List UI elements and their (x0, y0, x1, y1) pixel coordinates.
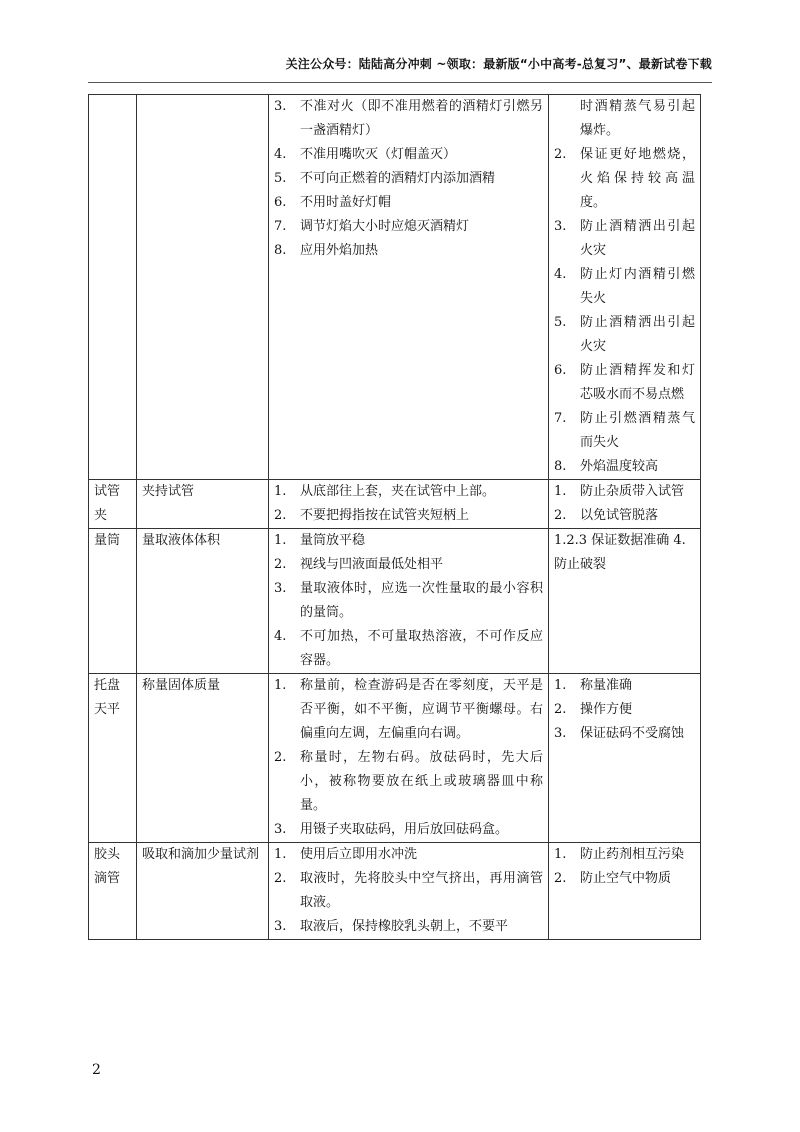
item-number: 4. (274, 629, 287, 644)
reason-item (554, 263, 695, 311)
instrument-name: 试管夹 (94, 484, 121, 523)
reason-item (554, 867, 695, 891)
instrument-cell (89, 674, 137, 843)
reason-item (554, 504, 695, 528)
item-text: 防止药剂相互污染 (580, 847, 685, 862)
operation-item (274, 239, 543, 263)
reason-cell (549, 529, 701, 674)
item-text: 视线与凹液面最低处相平 (300, 557, 444, 572)
item-number: 1. (274, 847, 287, 862)
purpose-cell (137, 674, 269, 843)
table-row (89, 674, 701, 843)
operation-item-list (274, 95, 543, 263)
item-text: 操作方便 (580, 702, 633, 717)
item-number: 2. (274, 557, 287, 572)
item-text: 从底部往上套，夹在试管中上部。 (300, 484, 496, 499)
item-text: 取液时，先将胶头中空气挤出，再用滴管取液。 (300, 871, 543, 910)
purpose-text: 称量固体质量 (142, 678, 221, 693)
instrument-cell (89, 843, 137, 940)
item-number: 2. (554, 147, 567, 162)
operation-cell (269, 95, 549, 480)
reason-item (554, 843, 695, 867)
item-text: 防止酒精挥发和灯芯吸水而不易点燃 (580, 363, 695, 402)
item-text: 防止空气中物质 (580, 871, 672, 886)
item-number: 3. (274, 99, 287, 114)
operation-item (274, 915, 543, 939)
item-text: 称量准确 (580, 678, 633, 693)
operation-cell (269, 674, 549, 843)
item-number: 7. (554, 411, 567, 426)
item-text: 不可加热，不可量取热溶液，不可作反应容器。 (300, 629, 543, 668)
reason-item (554, 311, 695, 359)
item-text: 不准对火（即不准用燃着的酒精灯引燃另一盏酒精灯） (300, 99, 543, 138)
item-number: 2. (274, 750, 287, 765)
purpose-cell (137, 843, 269, 940)
item-text: 不用时盖好灯帽 (300, 195, 392, 210)
operation-item (274, 191, 543, 215)
operation-item (274, 553, 543, 577)
operation-item (274, 818, 543, 842)
instrument-name: 量筒 (94, 533, 121, 548)
operation-cell (269, 843, 549, 940)
operation-item-list (274, 674, 543, 842)
item-number: 2. (554, 871, 567, 886)
item-number: 2. (274, 508, 287, 523)
operation-cell (269, 529, 549, 674)
item-number (554, 95, 580, 143)
reason-item-list (554, 480, 695, 528)
item-text: 防止杂质带入试管 (580, 484, 685, 499)
item-text: 时酒精蒸气易引起爆炸。 (580, 99, 695, 138)
item-number: 2. (554, 702, 567, 717)
table-row (89, 843, 701, 940)
operation-item (274, 843, 543, 867)
purpose-cell (137, 480, 269, 529)
reason-text: 1.2.3 保证数据准确 4.防止破裂 (554, 533, 686, 572)
item-number: 4. (274, 147, 287, 162)
item-number: 3. (274, 581, 287, 596)
reason-item (554, 95, 695, 143)
item-number: 2. (274, 871, 287, 886)
item-text: 称量时，左物右码。放砝码时，先大后小，被称物要放在纸上或玻璃器皿中称量。 (300, 750, 543, 813)
operation-item (274, 504, 543, 528)
reason-item (554, 480, 695, 504)
operation-cell (269, 480, 549, 529)
item-number: 2. (554, 508, 567, 523)
purpose-text: 夹持试管 (142, 484, 195, 499)
purpose-cell (137, 95, 269, 480)
operation-item (274, 95, 543, 143)
reason-cell (549, 480, 701, 529)
item-text: 防止酒精洒出引起火灾 (580, 315, 695, 354)
reason-item (554, 722, 695, 746)
reason-cell (549, 95, 701, 480)
item-text: 使用后立即用水冲洗 (300, 847, 418, 862)
table-row (89, 95, 701, 480)
reason-item-list (554, 674, 695, 746)
reason-item (554, 359, 695, 407)
item-text: 防止酒精洒出引起火灾 (580, 219, 695, 258)
item-number: 8. (554, 459, 567, 474)
item-text: 称量前，检查游码是否在零刻度，天平是否平衡，如不平衡，应调节平衡螺母。右偏重向左调，左偏重向右调。 (300, 678, 543, 741)
instrument-cell (89, 529, 137, 674)
reason-cell (549, 843, 701, 940)
item-text: 防止灯内酒精引燃失火 (580, 267, 695, 306)
operation-item (274, 143, 543, 167)
item-text: 调节灯焰大小时应熄灭酒精灯 (300, 219, 470, 234)
operation-item (274, 674, 543, 746)
reason-item (554, 674, 695, 698)
item-number: 3. (554, 726, 567, 741)
item-text: 保证砝码不受腐蚀 (580, 726, 685, 741)
item-number: 3. (274, 822, 287, 837)
operation-item (274, 529, 543, 553)
reason-item (554, 143, 695, 215)
item-text: 以免试管脱落 (580, 508, 659, 523)
item-number: 1. (274, 678, 287, 693)
operation-item (274, 867, 543, 915)
instrument-cell (89, 480, 137, 529)
reason-item (554, 455, 695, 479)
operation-item-list (274, 529, 543, 673)
item-text: 不可向正燃着的酒精灯内添加酒精 (300, 171, 496, 186)
item-number: 5. (554, 315, 567, 330)
header-divider (88, 82, 712, 83)
operation-item (274, 746, 543, 818)
reason-item-list (554, 95, 695, 479)
operation-item-list (274, 843, 543, 939)
purpose-text: 量取液体体积 (142, 533, 221, 548)
item-text: 应用外焰加热 (300, 243, 379, 258)
reason-item-list (554, 843, 695, 891)
page-header: 关注公众号：陆陆高分冲刺 ~领取：最新版“小中高考-总复习”、最新试卷下载 (285, 57, 712, 71)
item-number: 1. (274, 533, 287, 548)
reason-cell (549, 674, 701, 843)
operation-item (274, 625, 543, 673)
operation-item-list (274, 480, 543, 528)
instrument-name: 胶头滴管 (94, 847, 121, 886)
item-number: 5. (274, 171, 287, 186)
item-text: 不要把拇指按在试管夹短柄上 (300, 508, 470, 523)
operation-item (274, 577, 543, 625)
purpose-text: 吸取和滴加少量试剂 (142, 847, 260, 862)
item-number: 6. (554, 363, 567, 378)
reason-item (554, 698, 695, 722)
item-text: 外焰温度较高 (580, 459, 659, 474)
operation-item (274, 167, 543, 191)
item-text: 取液后，保持橡胶乳头朝上，不要平 (300, 919, 509, 934)
item-number: 1. (554, 847, 567, 862)
instrument-cell (89, 95, 137, 480)
item-number: 7. (274, 219, 287, 234)
item-text: 用镊子夹取砝码，用后放回砝码盒。 (300, 822, 509, 837)
item-text: 保证更好地燃烧，火焰保持较高温度。 (580, 147, 695, 210)
page-number: 2 (92, 1062, 101, 1078)
item-text: 量筒放平稳 (300, 533, 366, 548)
table-row (89, 480, 701, 529)
instrument-name: 托盘天平 (94, 678, 121, 717)
operation-item (274, 480, 543, 504)
item-number: 1. (554, 484, 567, 499)
purpose-cell (137, 529, 269, 674)
reason-item (554, 407, 695, 455)
table-row (89, 529, 701, 674)
lab-instrument-table (88, 94, 701, 940)
operation-item (274, 215, 543, 239)
item-number: 8. (274, 243, 287, 258)
item-number: 1. (554, 678, 567, 693)
item-number: 6. (274, 195, 287, 210)
item-text: 防止引燃酒精蒸气而失火 (580, 411, 695, 450)
item-number: 3. (554, 219, 567, 234)
item-number: 3. (274, 919, 287, 934)
item-text: 量取液体时，应选一次性量取的最小容积的量筒。 (300, 581, 543, 620)
item-number: 1. (274, 484, 287, 499)
item-number: 4. (554, 267, 567, 282)
item-text: 不准用嘴吹灭（灯帽盖灭） (300, 147, 457, 162)
reason-item (554, 215, 695, 263)
